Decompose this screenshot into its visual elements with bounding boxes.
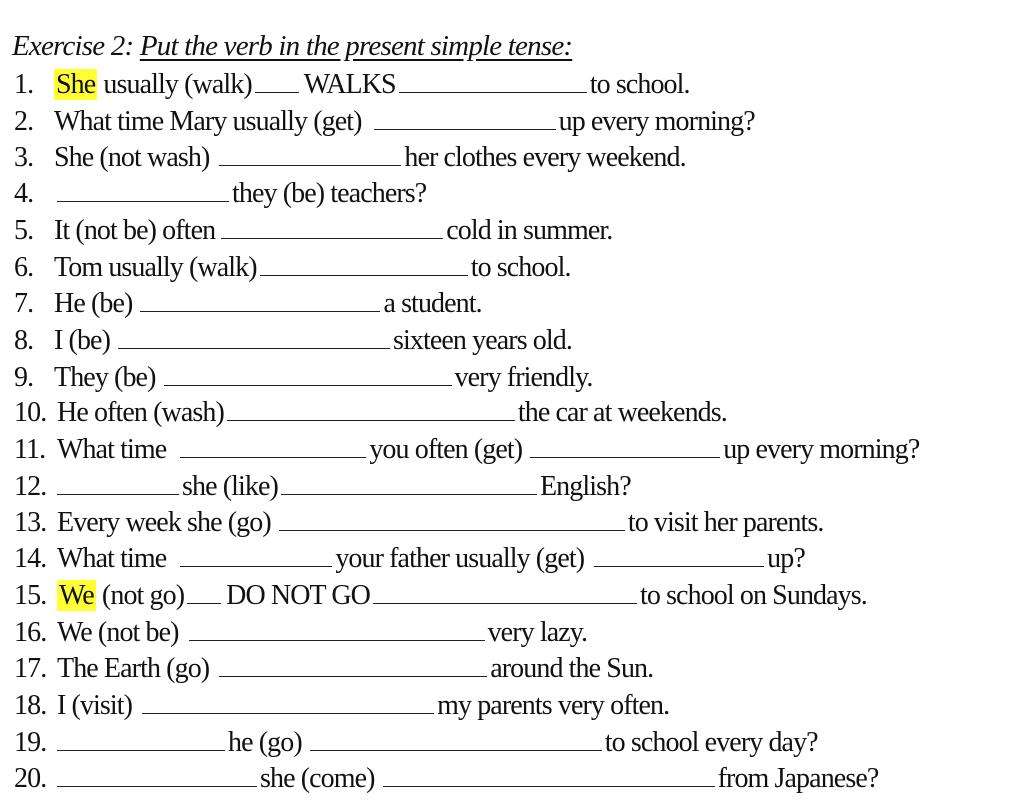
item-rest: very lazy. [487, 617, 588, 648]
answer-blank[interactable] [180, 542, 332, 567]
item-number: 1. [14, 69, 34, 100]
highlighted-word: She [56, 69, 96, 100]
item-number: 4. [14, 178, 34, 209]
item-rest: they (be) teachers? [232, 178, 427, 209]
filled-answer: WALKS [303, 69, 396, 100]
answer-blank[interactable] [373, 579, 637, 604]
exercise-item-17 [14, 651, 653, 687]
item-number: 8. [14, 325, 34, 356]
exercise-title [12, 30, 572, 63]
item-number: 7. [14, 288, 34, 319]
item-middle: your father usually (get) [335, 543, 585, 574]
answer-blank[interactable] [57, 177, 229, 202]
answer-blank[interactable] [310, 726, 602, 751]
exercise-item-18 [14, 688, 669, 724]
answer-blank[interactable] [180, 433, 366, 458]
exercise-item-10 [14, 395, 727, 431]
item-middle: he (go) [228, 727, 302, 758]
item-number: 5. [14, 215, 34, 246]
item-number: 16. [14, 617, 47, 648]
answer-blank[interactable] [260, 251, 468, 276]
exercise-item-20 [14, 761, 878, 797]
answer-blank[interactable] [594, 542, 764, 567]
exercise-item-12 [14, 469, 631, 505]
answer-blank[interactable] [57, 762, 257, 787]
exercise-item-13 [14, 505, 824, 541]
answer-blank[interactable] [227, 396, 515, 421]
answer-blank[interactable] [219, 141, 401, 166]
exercise-item-11 [14, 432, 919, 468]
item-rest: up? [767, 543, 805, 574]
exercise-item-19 [14, 725, 818, 761]
item-prompt: I (visit) [57, 690, 133, 721]
item-prompt: We (not be) [57, 617, 179, 648]
answer-blank[interactable] [140, 287, 380, 312]
exercise-item-8 [14, 323, 572, 359]
item-number: 20. [14, 763, 47, 794]
item-number: 17. [14, 653, 47, 684]
item-rest: to school every day? [604, 727, 818, 758]
item-prompt: Every week she (go) [57, 507, 271, 538]
exercise-item-16 [14, 615, 587, 651]
answer-blank[interactable] [57, 726, 225, 751]
answer-blank[interactable] [142, 689, 434, 714]
item-rest: from Japanese? [717, 763, 879, 794]
item-number: 18. [14, 690, 47, 721]
item-number: 11. [14, 434, 46, 465]
item-middle: you often (get) [369, 434, 523, 465]
item-prompt: Tom usually (walk) [54, 252, 257, 283]
exercise-label: Exercise 2: [12, 30, 134, 62]
answer-blank[interactable] [383, 762, 715, 787]
item-rest: to school. [589, 69, 690, 100]
exercise-item-6 [14, 250, 571, 286]
item-number: 13. [14, 507, 47, 538]
exercise-instruction: Put the verb in the present simple tense: [139, 30, 573, 62]
item-prompt: It (not be) often [54, 215, 216, 246]
item-prompt: usually (walk) [97, 69, 252, 100]
item-rest: a student. [383, 288, 482, 319]
item-number: 12. [14, 471, 47, 502]
item-prompt: What time [57, 434, 167, 465]
exercise-item-9 [14, 360, 592, 396]
item-number: 19. [14, 727, 47, 758]
item-middle: she (come) [260, 763, 375, 794]
answer-blank[interactable] [189, 616, 485, 641]
item-rest: around the Sun. [490, 653, 654, 684]
exercise-item-3 [14, 140, 686, 176]
answer-blank[interactable] [57, 470, 179, 495]
item-prompt: She (not wash) [54, 142, 210, 173]
item-number: 2. [14, 106, 34, 137]
answer-blank[interactable] [530, 433, 720, 458]
exercise-item-1 [14, 67, 690, 103]
answer-blank[interactable] [219, 652, 487, 677]
item-rest: to visit her parents. [627, 507, 824, 538]
item-rest: to school on Sundays. [639, 580, 867, 611]
item-number: 9. [14, 362, 34, 393]
item-rest: sixteen years old. [393, 325, 572, 356]
exercise-item-2 [14, 104, 755, 140]
answer-blank[interactable] [164, 361, 452, 386]
item-rest: to school. [470, 252, 571, 283]
answer-blank[interactable] [187, 579, 221, 604]
item-rest: her clothes every weekend. [404, 142, 686, 173]
exercise-item-4 [14, 176, 426, 212]
answer-blank[interactable] [221, 214, 443, 239]
answer-blank[interactable] [279, 506, 625, 531]
exercise-item-14 [14, 541, 805, 577]
item-prompt: He (be) [54, 288, 133, 319]
item-prompt: What time Mary usually (get) [54, 106, 362, 137]
answer-blank[interactable] [374, 105, 556, 130]
answer-blank[interactable] [118, 324, 390, 349]
item-number: 3. [14, 142, 34, 173]
item-prompt: They (be) [54, 362, 156, 393]
item-rest: the car at weekends. [517, 397, 727, 428]
item-rest: English? [539, 471, 631, 502]
item-number: 14. [14, 543, 47, 574]
item-prompt: The Earth (go) [57, 653, 210, 684]
item-rest: my parents very often. [437, 690, 670, 721]
exercise-item-15 [14, 578, 867, 614]
item-prompt: What time [57, 543, 167, 574]
item-number: 6. [14, 252, 34, 283]
answer-blank[interactable] [255, 68, 299, 93]
exercise-item-7 [14, 286, 482, 322]
highlighted-word: We [59, 580, 94, 611]
item-number: 10. [14, 397, 47, 428]
answer-blank[interactable] [399, 68, 587, 93]
item-prompt: He often (wash) [57, 397, 224, 428]
filled-answer: DO NOT GO [226, 580, 370, 611]
exercise-item-5 [14, 213, 612, 249]
item-prompt: (not go) [95, 580, 185, 611]
item-rest: up every morning? [723, 434, 920, 465]
item-rest: cold in summer. [446, 215, 613, 246]
item-middle: she (like) [182, 471, 278, 502]
item-prompt: I (be) [54, 325, 111, 356]
item-rest: up every morning? [558, 106, 755, 137]
item-rest: very friendly. [454, 362, 593, 393]
answer-blank[interactable] [281, 470, 537, 495]
item-number: 15. [14, 580, 47, 611]
